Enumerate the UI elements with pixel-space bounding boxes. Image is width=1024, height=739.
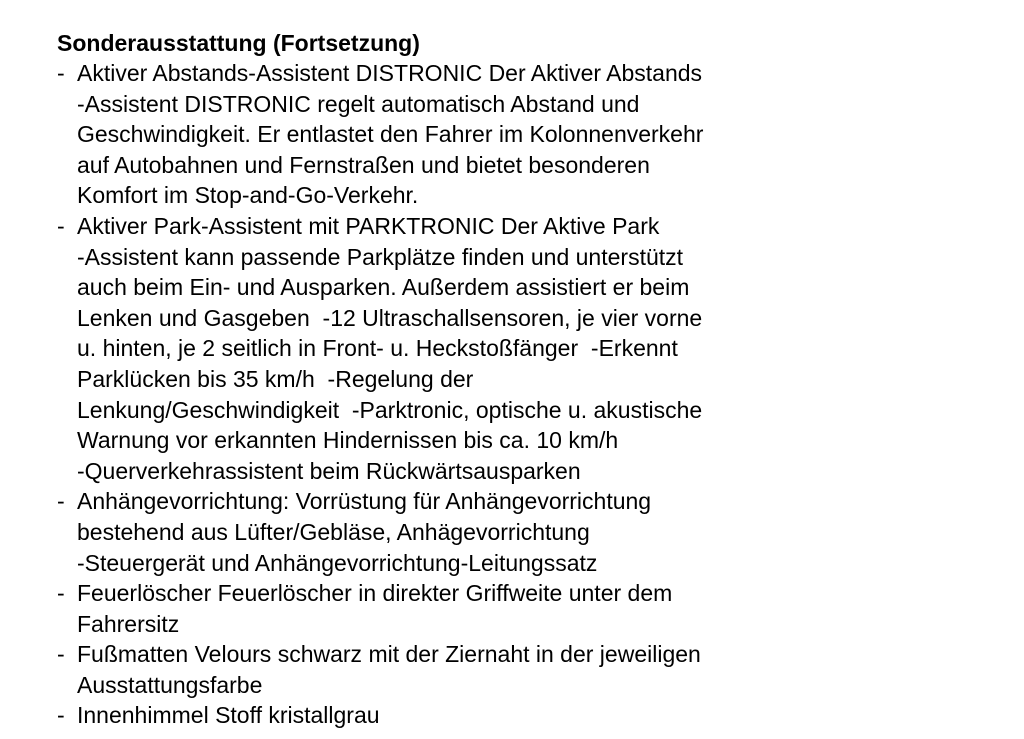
list-item bbox=[57, 700, 817, 731]
item-line: Fahrersitz bbox=[77, 610, 180, 637]
bullet-dash: - bbox=[57, 212, 65, 239]
bullet-dash: - bbox=[57, 641, 65, 668]
document-page bbox=[57, 28, 817, 731]
item-line: Warnung vor erkannten Hindernissen bis ca. 10 km/h bbox=[77, 427, 619, 454]
section-heading: Sonderausstattung (Fortsetzung) bbox=[57, 30, 420, 56]
item-line: u. hinten, je 2 seitlich in Front- u. Heckstoßfänger -Erkennt bbox=[77, 335, 678, 362]
bullet-dash: - bbox=[57, 488, 65, 515]
item-line: Geschwindigkeit. Er entlastet den Fahrer im Kolonnenverkehr bbox=[77, 121, 704, 148]
item-line: -Steuergerät und Anhängevorrichtung-Leitungssatz bbox=[77, 549, 598, 576]
list-item bbox=[57, 486, 817, 578]
list-item bbox=[57, 211, 817, 486]
item-line: bestehend aus Lüfter/Gebläse, Anhägevorrichtung bbox=[77, 518, 590, 545]
item-line: auf Autobahnen und Fernstraßen und bietet besonderen bbox=[77, 151, 650, 178]
item-line: auch beim Ein- und Ausparken. Außerdem assistiert er beim bbox=[77, 274, 690, 301]
list-item bbox=[57, 639, 817, 700]
item-line: Ausstattungsfarbe bbox=[77, 671, 263, 698]
item-line: Lenken und Gasgeben -12 Ultraschallsensoren, je vier vorne bbox=[77, 304, 703, 331]
item-line: -Assistent DISTRONIC regelt automatisch Abstand und bbox=[77, 90, 640, 117]
item-line: Anhängevorrichtung: Vorrüstung für Anhängevorrichtung bbox=[77, 488, 652, 515]
bullet-dash: - bbox=[57, 60, 65, 86]
item-line: Feuerlöscher Feuerlöscher in direkter Griffweite unter dem bbox=[77, 580, 673, 607]
item-line: Fußmatten Velours schwarz mit der Ziernaht in der jeweiligen bbox=[77, 641, 701, 668]
item-line: -Querverkehrassistent beim Rückwärtsausparken bbox=[77, 457, 581, 484]
item-line: Lenkung/Geschwindigkeit -Parktronic, optische u. akustische bbox=[77, 396, 703, 423]
bullet-dash: - bbox=[57, 580, 65, 607]
equipment-list bbox=[57, 58, 817, 731]
list-item bbox=[57, 578, 817, 639]
item-line: Innenhimmel Stoff kristallgrau bbox=[77, 702, 380, 729]
item-line: Aktiver Abstands-Assistent DISTRONIC Der Aktiver Abstands bbox=[77, 60, 703, 86]
list-item bbox=[57, 58, 817, 211]
item-line: -Assistent kann passende Parkplätze finden und unterstützt bbox=[77, 243, 684, 270]
item-line: Parklücken bis 35 km/h -Regelung der bbox=[77, 365, 474, 392]
bullet-dash: - bbox=[57, 702, 65, 729]
item-line: Aktiver Park-Assistent mit PARKTRONIC Der Aktive Park bbox=[77, 212, 660, 239]
item-line: Komfort im Stop-and-Go-Verkehr. bbox=[77, 182, 419, 209]
